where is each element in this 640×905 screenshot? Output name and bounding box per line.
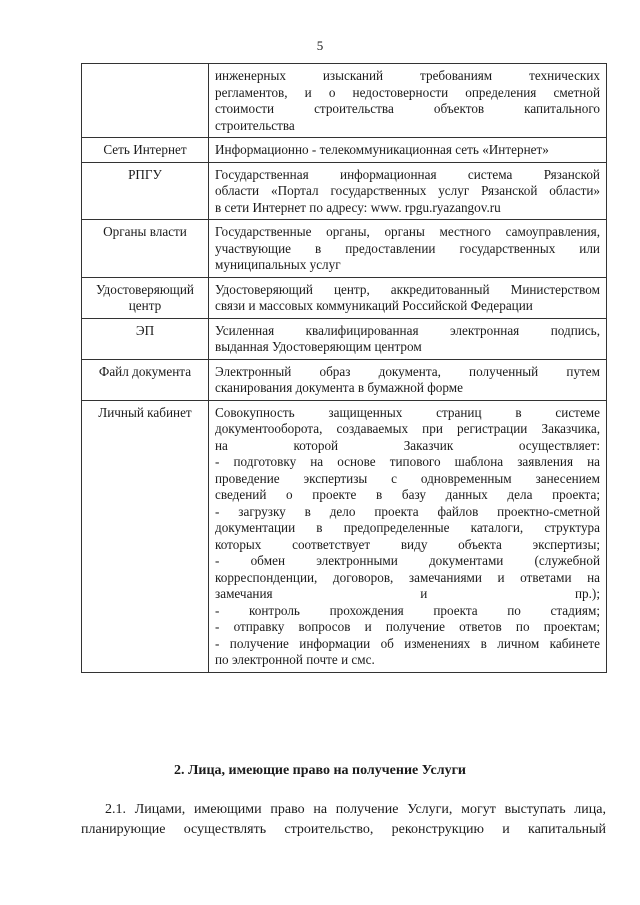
paragraph-line: 2.1. Лицами, имеющими право на получение Услуги, могут выступать лица, (105, 802, 606, 817)
definition-line: области «Портал государственных услуг Рязанской области» (215, 183, 600, 198)
definition-line: на которой Заказчик осуществляет: (215, 437, 600, 453)
definition-line: строительства (215, 117, 295, 133)
definition-line: проведение экспертизы с одновременным занесением (215, 470, 600, 486)
definition-cell (209, 220, 607, 278)
definition-line: документации в предопределенные каталоги, структура (215, 520, 600, 535)
terms-table-body (82, 64, 607, 673)
definition-line: в сети Интернет по адресу: www. rpgu.ryazangov.ru (215, 199, 501, 215)
term-cell: Файл документа (82, 359, 209, 400)
definition-line: - обмен электронными документами (служебной (215, 553, 600, 568)
term-cell: Сеть Интернет (82, 138, 209, 163)
table-row (82, 162, 607, 220)
definition-cell (209, 359, 607, 400)
definition-line: сведений о проекте в базу данных дела проекта; (215, 487, 600, 502)
definition-line: Электронный образ документа, полученный путем (215, 363, 600, 379)
definition-line: Государственные органы, органы местного самоуправления, (215, 224, 600, 239)
term-cell: РПГУ (82, 162, 209, 220)
definition-line: - отправку вопросов и получение ответов по проектам; (215, 619, 600, 634)
terms-table (81, 63, 607, 673)
definition-line: участвующие в предоставлении государственных или (215, 240, 600, 256)
definition-cell (209, 138, 607, 163)
table-row (82, 318, 607, 359)
table-row (82, 220, 607, 278)
definition-cell (209, 162, 607, 220)
definition-line: регламентов, и о недостоверности определения сметной (215, 84, 600, 100)
definition-line: - контроль прохождения проекта по стадиям; (215, 602, 600, 618)
table-row (82, 64, 607, 138)
term-cell: Органы власти (82, 220, 209, 278)
term-cell: Личный кабинет (82, 400, 209, 672)
definition-cell (209, 64, 607, 138)
definition-line: которых соответствует виду объекта экспертизы; (215, 536, 600, 552)
definition-line: Усиленная квалифицированная электронная подпись, (215, 322, 600, 338)
definition-line: - получение информации об изменениях в личном кабинете (215, 635, 600, 651)
definition-line: Удостоверяющий центр, аккредитованный Министерством (215, 281, 600, 297)
definition-line: связи и массовых коммуникаций Российской Федерации (215, 298, 533, 313)
paragraph-line: планирующие осуществлять строительство, реконструкцию и капитальный (81, 822, 606, 837)
section-heading: 2. Лица, имеющие право на получение Услуги (173, 763, 466, 778)
definition-line: инженерных изысканий требованиям технических (215, 68, 600, 83)
definition-line: - подготовку на основе типового шаблона заявления на (215, 454, 600, 469)
definition-line: сканирования документа в бумажной форме (215, 380, 463, 395)
definition-line: корреспонденции, договоров, замечаниями и ответами на (215, 569, 600, 585)
section-paragraph (81, 800, 606, 840)
table-row (82, 400, 607, 672)
definition-line: документооборота, создаваемых при регистрации Заказчика, (215, 421, 600, 436)
table-row (82, 138, 607, 163)
definition-line: стоимости строительства объектов капитального (215, 101, 600, 116)
table-row (82, 359, 607, 400)
definition-line: муниципальных услуг (215, 257, 341, 272)
definition-line: выданная Удостоверяющим центром (215, 339, 422, 354)
table-row (82, 277, 607, 318)
definition-line: - загрузку в дело проекта файлов проектно-сметной (215, 503, 600, 519)
term-cell: ЭП (82, 318, 209, 359)
definition-line: Информационно - телекоммуникационная сеть «Интернет» (215, 142, 549, 157)
definition-line: по электронной почте и смс. (215, 652, 375, 667)
definition-cell (209, 318, 607, 359)
definition-line: Государственная информационная система Рязанской (215, 166, 600, 182)
term-cell (82, 64, 209, 138)
page-number: 5 (316, 38, 324, 53)
term-cell: Удостоверяющий центр (82, 277, 209, 318)
definition-line: замечания и пр.); (215, 586, 600, 601)
definition-line: Совокупность защищенных страниц в системе (215, 404, 600, 420)
definition-cell (209, 277, 607, 318)
definition-cell (209, 400, 607, 672)
